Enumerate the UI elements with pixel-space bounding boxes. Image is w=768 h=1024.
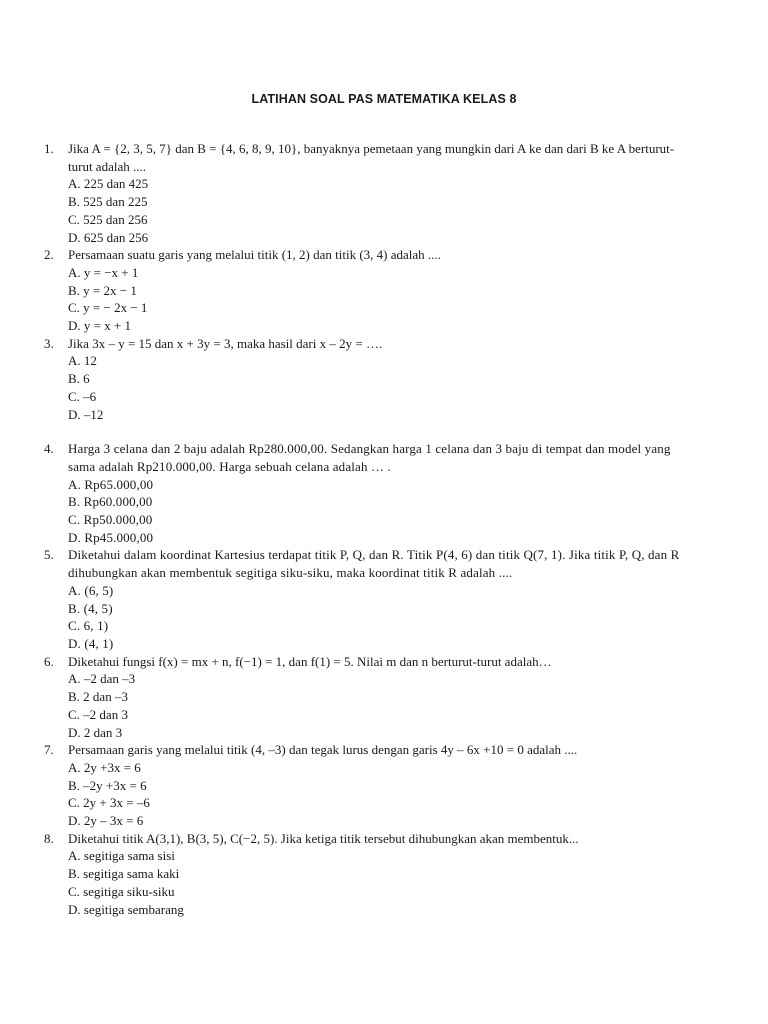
option-d: D. 625 dan 256 <box>68 229 149 245</box>
option-a: A. 2y +3x = 6 <box>68 759 141 775</box>
option-d: D. (4, 1) <box>68 635 114 651</box>
question-text: Diketahui titik A(3,1), B(3, 5), C(−2, 5). Jika ketiga titik tersebut dihubungkan akan membentuk... <box>68 830 579 846</box>
question-5 <box>44 546 694 652</box>
option-c: C. 2y + 3x = –6 <box>68 795 150 811</box>
option-d: D. Rp45.000,00 <box>68 529 154 545</box>
question-number: 7. <box>44 742 54 758</box>
question-text: Jika 3x – y = 15 dan x + 3y = 3, maka hasil dari x – 2y = …. <box>68 335 383 351</box>
question-text: Persamaan suatu garis yang melalui titik (1, 2) dan titik (3, 4) adalah .... <box>68 247 441 263</box>
option-c: C. –2 dan 3 <box>68 706 128 722</box>
question-text: Persamaan garis yang melalui titik (4, –3) dan tegak lurus dengan garis 4y – 6x +10 = 0 adalah .... <box>68 742 578 758</box>
question-1 <box>44 140 694 246</box>
question-list <box>44 140 694 918</box>
question-text: Jika A = {2, 3, 5, 7} dan B = {4, 6, 8, 9, 10}, banyaknya pemetaan yang mungkin dari A ke dan dari B ke A berturut-turut adalah .... <box>68 141 675 174</box>
option-b: B. Rp60.000,00 <box>68 494 153 510</box>
question-text: Harga 3 celana dan 2 baju adalah Rp280.000,00. Sedangkan harga 1 celana dan 3 baju di tempat dan model yang sama adalah Rp210.000,00. Harga sebuah celana adalah … . <box>68 441 671 474</box>
question-text: Diketahui fungsi f(x) = mx + n, f(−1) = 1, dan f(1) = 5. Nilai m dan n berturut-turut adalah… <box>68 653 552 669</box>
option-a: A. segitiga sama sisi <box>68 848 175 864</box>
question-4 <box>44 440 694 546</box>
option-b: B. –2y +3x = 6 <box>68 777 147 793</box>
question-6 <box>44 653 694 742</box>
option-b: B. 6 <box>68 371 90 387</box>
option-c: C. Rp50.000,00 <box>68 512 153 528</box>
question-text: Diketahui dalam koordinat Kartesius terdapat titik P, Q, dan R. Titik P(4, 6) dan titik Q(7, 1). Jika titik P, Q, dan R dihubungkan akan membentuk segitiga siku-siku, maka koordinat titik R adalah .... <box>68 547 680 581</box>
question-number: 5. <box>44 547 54 563</box>
option-b: B. y = 2x − 1 <box>68 282 137 298</box>
option-d: D. y = x + 1 <box>68 318 132 334</box>
option-c: C. –6 <box>68 388 97 404</box>
option-c: C. segitiga siku-siku <box>68 883 175 899</box>
question-number: 8. <box>44 830 54 846</box>
question-7 <box>44 741 694 830</box>
question-number: 3. <box>44 335 54 351</box>
option-a: A. Rp65.000,00 <box>68 476 154 492</box>
option-d: D. segitiga sembarang <box>68 901 184 917</box>
option-b: B. (4, 5) <box>68 600 113 616</box>
option-c: C. 6, 1) <box>68 618 109 634</box>
blank-line <box>44 423 694 440</box>
option-a: A. y = −x + 1 <box>68 264 139 280</box>
option-c: C. 525 dan 256 <box>68 211 148 227</box>
option-a: A. 12 <box>68 353 97 369</box>
question-number: 1. <box>44 141 54 156</box>
question-3 <box>44 335 694 424</box>
page-title: LATIHAN SOAL PAS MATEMATIKA KELAS 8 <box>251 92 517 106</box>
option-d: D. 2 dan 3 <box>68 724 123 740</box>
option-b: B. segitiga sama kaki <box>68 866 180 882</box>
option-b: B. 525 dan 225 <box>68 194 148 210</box>
question-number: 4. <box>44 441 54 457</box>
option-d: D. 2y – 3x = 6 <box>68 813 144 829</box>
question-8 <box>44 830 694 919</box>
option-d: D. –12 <box>68 406 104 422</box>
option-a: A. 225 dan 425 <box>68 176 149 192</box>
option-b: B. 2 dan –3 <box>68 689 128 705</box>
question-number: 2. <box>44 247 54 263</box>
option-a: A. (6, 5) <box>68 582 114 598</box>
option-a: A. –2 dan –3 <box>68 671 136 687</box>
question-number: 6. <box>44 653 54 669</box>
question-2 <box>44 246 694 335</box>
option-c: C. y = − 2x − 1 <box>68 300 148 316</box>
